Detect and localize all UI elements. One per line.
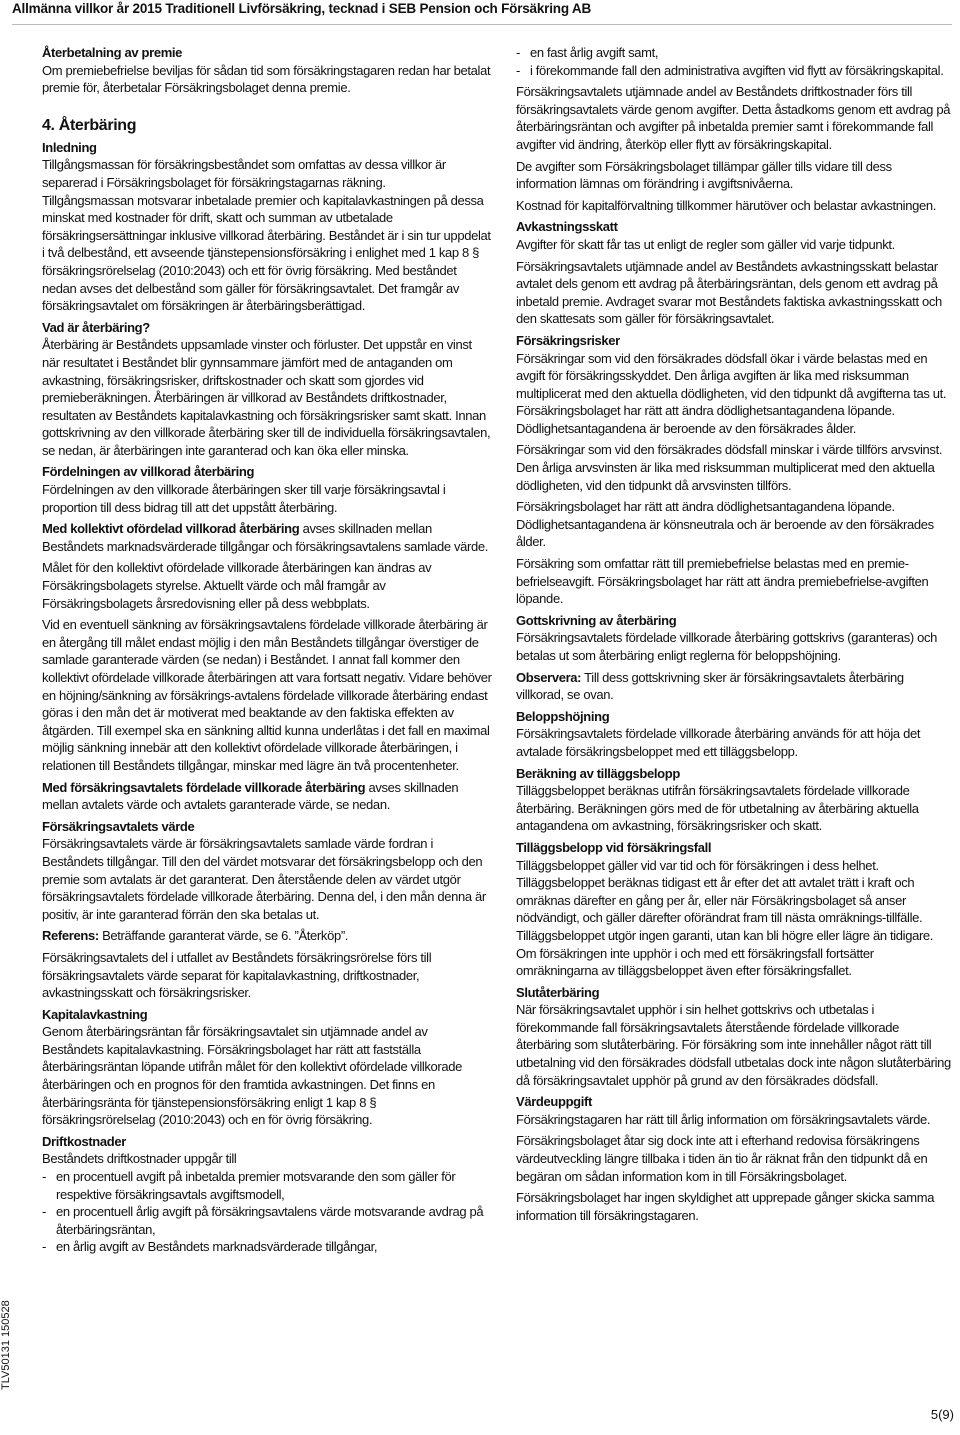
paragraph: Försäkringstagaren har rätt till årlig information om försäkringsavtalets värde. xyxy=(516,1111,931,1127)
paragraph: Tilläggsbeloppet beräknas utifrån försäkringsavtalets fördelade villkorade återbäring. Beräkningen görs med de för utbetalning av återbäring aktuella antagandena om avkastning, försäkringsrisker och skatt. xyxy=(516,783,919,834)
paragraph: Tilläggsbeloppet gäller vid var tid och för försäkringen i dess helhet. Tilläggsbeloppet beräknas tidigast ett år efter det att avtalet trätt i kraft och omräknas därefter en gång per år, eller när Försäkringsbolaget så anser nödvändigt, och gäller därefter oförändrat fram till nästa omräknings-tillfälle. Tilläggsbeloppet utgör ingen garanti, utan kan bli högre eller lägre än tidigare. Om försäkringen inte upphör i och med ett försäkringsfall fortsätter omräkningarna av tilläggsbeloppet även efter försäkringsfallet. xyxy=(516,857,934,979)
section-heading: Inledning xyxy=(42,139,97,155)
bold-lead: Referens: xyxy=(42,928,99,944)
paragraph: Målet för den kollektivt ofördelade villkorade återbäringen kan ändras av Försäkringsbolagets styrelse. Aktuellt värde och mål framgår av Försäkringsbolagets årsredovisning eller på dess webbplats. xyxy=(42,560,432,611)
chapter-title: 4. Återbäring xyxy=(42,116,137,134)
section-heading: Kapitalavkastning xyxy=(42,1006,148,1022)
section-heading: Beloppshöjning xyxy=(516,708,610,724)
paragraph: Försäkringsbolaget åtar sig dock inte att i efterhand redovisa försäkringens värdeutveckling längre tillbaka i tiden än tio år räknat från den tidpunkt då en begäran om sådan information kom in till Försäkringsbolaget. xyxy=(516,1133,928,1184)
paragraph: Försäkringsbolaget har ingen skyldighet att upprepade gånger skicka samma information till försäkringstagaren. xyxy=(516,1190,935,1223)
section-heading: Försäkringsavtalets värde xyxy=(42,818,195,834)
paragraph: Försäkringsavtalets fördelade villkorade återbäring används för att höja det avtalade försäkringsbeloppet med ett tilläggsbelopp. xyxy=(516,726,921,759)
observation-note xyxy=(516,669,954,704)
header-divider xyxy=(12,24,952,25)
paragraph: Försäkringsavtalets utjämnade andel av Beståndets driftkostnader förs till försäkringsavtalets värde genom avgifter. Detta åstadkoms genom ett avdrag på återbäringsräntan och avgifter på inbetalda premier samt i förekommande fall avgifter vid ändring, återköp eller flytt av försäkringskapital. xyxy=(516,84,951,152)
list-item: - i förekommande fall den administrativa avgiften vid flytt av försäkringskapital. xyxy=(516,62,954,80)
section-heading: Värdeuppgift xyxy=(516,1094,592,1110)
bold-lead: Med försäkringsavtalets fördelade villkorade återbäring xyxy=(42,779,366,795)
paragraph: Tillgångsmassan motsvarar inbetalade premier och kapitalavkastningen på dessa minskat med kostnader för drift, skatt och summan av utbetalade försäkringsersättningar inklusive villkorad återbäring. Beståndet är i sin tur uppdelat i två delbestånd, ett avseende tjänstepensionsförsäkring i enlighet med 1 kap 8 § försäkringsrörelselag (2010:2043) och ett för övrig försäkring. Med beståndet nedan avses det delbestånd som gäller för försäkringsavtalet. Det framgår av försäkringsavtalet om försäkringen är återbäringsberättigad. xyxy=(42,192,491,314)
paragraph xyxy=(42,520,492,555)
paragraph: Försäkringar som vid den försäkrades dödsfall minskar i värde tillförs arvsvinst. Den årliga arvsvinsten är lika med risksumman multiplicerat med den aktuella dödligheten, vid den tidpunkt då arvsvinsten tillförs. xyxy=(516,442,943,493)
bold-lead: Observera: xyxy=(516,669,582,685)
section-heading: Avkastningsskatt xyxy=(516,219,618,235)
paragraph: Om premiebefrielse beviljas för sådan tid som försäkringstagaren redan har betalat premie för, återbetalar Försäkringsbolaget denna premie. xyxy=(42,62,491,96)
list-item: - en procentuell avgift på inbetalda premier motsvarande den som gäller för respektive försäkringsavtals avgiftsmodell, xyxy=(42,1168,492,1203)
list-item: - en årlig avgift av Beståndets marknadsvärderade tillgångar, xyxy=(42,1238,492,1256)
page-number: 5(9) xyxy=(930,1407,954,1422)
paragraph: Återbäring är Beståndets uppsamlade vinster och förluster. Det uppstår en vinst när resultatet i Beståndet blir gynnsammare jämfört med de antaganden om avkastning, försäkringsrisker, driftskostnader och skatt som gjordes vid premieberäkningen. Återbäringen är villkorad av Beståndets driftkostnader, resultaten av Beståndets kapitalavkastning och försäkringsrisker samt skatt. Innan gottskrivning av den villkorade återbäring sker till de individuella försäkringsavtalen, se nedan, är återbäringen inte garanterad och kan öka eller minska. xyxy=(42,337,491,458)
section-heading: Vad är återbäring? xyxy=(42,319,150,335)
paragraph: Försäkringsavtalets utjämnade andel av Beståndets avkastningsskatt belastar avtalet dels genom ett avdrag på återbäringsräntan, dels genom ett avdrag på inbetald premie. Avdraget svarar mot Beståndets faktiska avkastningsskatt och den skattesats som gäller för försäkringsavtalet. xyxy=(516,258,942,327)
section-heading: Försäkringsrisker xyxy=(516,332,620,348)
bullet-list xyxy=(42,1168,492,1256)
section-heading: Tilläggsbelopp vid försäkringsfall xyxy=(516,839,712,855)
paragraph: De avgifter som Försäkringsbolaget tillämpar gäller tills vidare till dess information lämnas om förändring i avgiftsnivåerna. xyxy=(516,158,892,192)
list-item: - en procentuell årlig avgift på försäkringsavtalens värde motsvarande avdrag på återbäringsräntan, xyxy=(42,1203,492,1238)
paragraph: Försäkringsavtalets värde är försäkringsavtalets samlade värde fordran i Beståndets tillgångar. Till den del värdet motsvarar det försäkringsbelopp och den premie som avtalats är det garanterat. Den återstående delen av värdet utgör försäkringsavtalets fördelade villkorade återbäring. Denna del, i den mån denna är positiv, är inte garanterad förrän den ska betalas ut. xyxy=(42,836,486,922)
paragraph-text: Till dess gottskrivning sker är försäkringsavtalets återbäring villkorad, se ovan. xyxy=(516,669,904,703)
paragraph: När försäkringsavtalet upphör i sin helhet gottskrivs och utbetalas i förekommande fall försäkringsavtalets återstående fördelade villkorade återbäring som slutåterbäring. För försäkring som inte innehåller något rätt till utbetalning vid den försäkrades dödsfall utbetalas dock inte någon slutåterbäring då försäkringsavtalet upphör på grund av den försäkrades dödsfall. xyxy=(516,1002,951,1088)
paragraph-text: avses skillnaden mellan avtalets värde och avtalets garanterade värde, se nedan. xyxy=(42,779,459,813)
paragraph: Försäkringsavtalets del i utfallet av Beståndets försäkringsrörelse förs till försäkringsavtalets värde separat för kapitalavkastning, driftkostnader, avkastningsskatt och försäkringsrisker. xyxy=(42,949,432,1001)
paragraph: Försäkring som omfattar rätt till premiebefrielse belastas med en premie-befrielseavgift. Försäkringsbolaget har rätt att ändra premiebefrielse-avgiften löpande. xyxy=(516,556,929,607)
bullet-list xyxy=(516,44,954,79)
paragraph: Försäkringar som vid den försäkrades dödsfall ökar i värde belastas med en avgift för försäkringsskyddet. Den årliga avgiften är lika med risksumman multiplicerat med den aktuella dödligheten, vid den tidpunkt då avgifterna tas ut. Försäkringsbolaget har rätt att ändra dödlighetsantagandena löpande. Dödlighetsantagandena är beroende av den försäkrades ålder. xyxy=(516,350,947,436)
paragraph: Beståndets driftkostnader uppgår till xyxy=(42,1151,237,1167)
section-heading: Fördelningen av villkorad återbäring xyxy=(42,464,255,480)
paragraph-text: Beträffande garanterat värde, se 6. ”Återköp”. xyxy=(98,928,349,944)
paragraph-text: avses skillnaden mellan Beståndets marknadsvärderade tillgångar och försäkringsavtalens samlade värde. xyxy=(42,521,489,554)
paragraph: Försäkringsbolaget har rätt att ändra dödlighetsantagandena löpande. Dödlighetsantagandena är könsneutrala och är beroende av den försäkrades ålder. xyxy=(516,499,934,550)
paragraph: Avgifter för skatt får tas ut enligt de regler som gäller vid varje tidpunkt. xyxy=(516,236,895,252)
section-heading: Beräkning av tilläggsbelopp xyxy=(516,765,680,781)
paragraph: Vid en eventuell sänkning av försäkringsavtalens fördelade villkorade återbäring är en återgång till målet endast möjlig i den mån Beståndets tillgångar överstiger de samlade garanterade värden (se nedan) i Beståndet. I annat fall kommer den kollektivt ofördelade villkorade återbäringen att vara fortsatt negativ. Vidare behöver en höjning/sänkning av försäkrings-avtalens fördelade villkorade återbäring endast göras i den mån det är motiverat med beaktande av den faktiska effekten av åtgärden. Till exempel ska en sänkning alltid kunna underlåtas i det fall en maximal möjlig sänkning innebär att den kollektivt ofördelade villkorade återbäringen, i relationen till Beståndets tillgångar, minskar med lägre än två procentenheter. xyxy=(42,617,492,773)
document-header: Allmänna villkor år 2015 Traditionell Livförsäkring, tecknad i SEB Pension och Försäkring AB xyxy=(12,1,592,16)
section-heading: Slutåterbäring xyxy=(516,984,600,1000)
section-heading: Gottskrivning av återbäring xyxy=(516,612,677,628)
reference-note xyxy=(42,927,492,945)
paragraph: Fördelningen av den villkorade återbäringen sker till varje försäkringsavtal i proportion till dess bidrag till att det uppstått återbäring. xyxy=(42,482,446,515)
paragraph: Försäkringsavtalets fördelade villkorade återbäring gottskrivs (garanteras) och betalas ut som återbäring enligt reglerna för beloppshöjning. xyxy=(516,630,938,663)
bold-lead: Med kollektivt ofördelad villkorad återbäring xyxy=(42,521,300,537)
list-item: - en fast årlig avgift samt, xyxy=(516,44,954,62)
left-column xyxy=(42,44,492,1260)
right-column xyxy=(516,44,954,1228)
paragraph: Genom återbäringsräntan får försäkringsavtalet sin utjämnade andel av Beståndets kapitalavkastning. Försäkringsbolaget har rätt att fastställa återbäringsräntan löpande utifrån målet för den kollektivt ofördelade villkorade återbäringen och en prognos för den framtida avkastningen. Det finns en återbäringsränta för tjänstepensionsförsäkring enligt 1 kap 8 § försäkringsrörelselag (2010:2043) och en för övrig försäkring. xyxy=(42,1024,463,1128)
section-heading: Återbetalning av premie xyxy=(42,45,183,60)
paragraph: Tillgångsmassan för försäkringsbeståndet som omfattas av dessa villkor är separerad i Försäkringsbolaget för försäkringstagarnas räkning. xyxy=(42,157,446,190)
section-heading: Driftkostnader xyxy=(42,1133,126,1149)
paragraph: Kostnad för kapitalförvaltning tillkommer härutöver och belastar avkastningen. xyxy=(516,197,936,213)
paragraph xyxy=(42,779,492,814)
document-code: TLV50131 150528 xyxy=(0,1300,12,1390)
